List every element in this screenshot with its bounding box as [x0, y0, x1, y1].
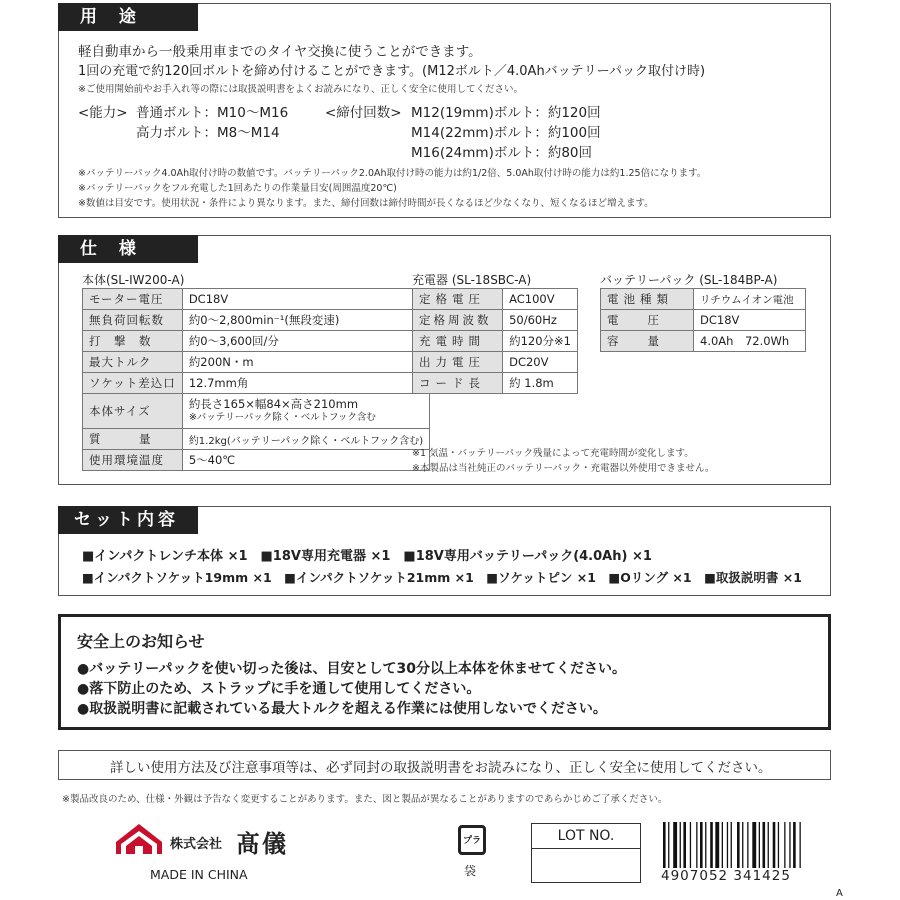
table-row: 使用環境温度 5～40℃ [83, 450, 430, 471]
barcode-bar [778, 822, 779, 868]
usage-note-0: ※ご使用開始前やお手入れ等の際には取扱説明書をよくお読みになり、正しく安全に使用してください。 [78, 84, 523, 95]
barcode-bar [759, 822, 760, 868]
recycle-mark-text: プラ [462, 836, 481, 846]
barcode-bar [715, 822, 719, 868]
recycle-mark-icon [458, 825, 486, 855]
battery-spec-table [600, 288, 806, 352]
barcode-bar [742, 822, 743, 868]
table-row: 充電時間 約120分※1 [413, 331, 578, 352]
safety-item-3: ●取扱説明書に記載されている最大トルクを超える作業には使用しないでください。 [77, 701, 607, 717]
barcode-bar [710, 822, 713, 868]
usage-tab: 用 途 [58, 3, 198, 31]
count-m12: M12(19mm)ボルト：約120回 [411, 105, 601, 121]
capacity-label: <能力> [78, 105, 128, 121]
usage-note-2: ※バッテリーパックをフル充電した1回あたりの作業量目安(周囲温度20℃) [78, 183, 397, 194]
battery-spec-title: バッテリーパック (SL-184BP-A) [600, 273, 778, 287]
disclaimer-text: ※製品改良のため、仕様・外観は予告なく変更することがあります。また、図と製品が異なることがありますのであらかじめご了承ください。 [62, 794, 668, 805]
set-contents-line-2: ■インパクトソケット19mm ×1 ■インパクトソケット21mm ×1 ■ソケットピン ×1 ■Oリング ×1 ■取扱説明書 ×1 [82, 570, 802, 585]
lot-number-box [531, 823, 641, 883]
set-contents-line-1: ■インパクトレンチ本体 ×1 ■18V専用充電器 ×1 ■18V専用バッテリーパック(4.0Ah) ×1 [82, 549, 652, 564]
company-prefix: 株式会社 [170, 837, 223, 852]
safety-item-2: ●落下防止のため、ストラップに手を通して使用してください。 [77, 681, 481, 697]
company-logo-icon [114, 822, 164, 856]
notice-text: 詳しい使用方法及び注意事項等は、必ず同封の取扱説明書をお読みになり、正しく安全に使用してください。 [110, 760, 772, 776]
table-row: 出力電圧 DC20V [413, 352, 578, 373]
charger-spec-table [412, 288, 578, 394]
usage-line-1: 軽自動車から一般乗用車までのタイヤ交換に使うことができます。 [78, 44, 482, 60]
capacity-normal-bolt: 普通ボルト：M10～M16 [136, 105, 289, 121]
table-row: 定格電圧 AC100V [413, 289, 578, 310]
usage-line-2: 1回の充電で約120回ボルトを締め付けることができます。(M12ボルト／4.0Ahバッテリーパック取付け時) [78, 64, 706, 79]
table-row: 最大トルク 約200N・m [83, 352, 430, 373]
barcode-bar [737, 822, 740, 868]
barcode-bar [680, 822, 681, 868]
barcode-bar [727, 822, 728, 868]
table-row: 電池種類 リチウムイオン電池 [601, 289, 806, 310]
barcode-bar [705, 822, 706, 868]
count-m14: M14(22mm)ボルト：約100回 [411, 125, 601, 141]
count-m16: M16(24mm)ボルト：約80回 [411, 145, 593, 161]
barcode-bar [747, 822, 748, 868]
barcode-bar [793, 822, 796, 868]
barcode-number: 4907052 341425 [661, 868, 791, 884]
barcode-bar [789, 822, 790, 868]
barcode [661, 822, 821, 870]
specs-tab: 仕 様 [58, 235, 198, 263]
usage-note-3: ※数値は目安です。使用状況・条件により異なります。また、締付回数は締付時間が長くなるほど少なくなり、短くなるほど増えます。 [78, 198, 654, 209]
barcode-bar [800, 822, 801, 868]
barcode-bar [663, 822, 666, 868]
barcode-bar [768, 822, 769, 868]
charger-note-1: ※1 気温・バッテリーパック残量によって充電時間が変化します。 [412, 448, 694, 459]
recycle-label: 袋 [464, 864, 477, 878]
company-name: 髙儀 [236, 830, 288, 858]
safety-item-1: ●バッテリーパックを使い切った後は、目安として30分以上本体を休ませてください。 [77, 661, 626, 677]
charger-note-2: ※本製品は当社純正のバッテリーパック・充電器以外使用できません。 [412, 463, 715, 474]
table-row: 無負荷回転数 約0～2,800min⁻¹(無段変速) [83, 310, 430, 331]
table-row: 質 量 約1.2kg(バッテリーパック除く・ベルトフック含む) [83, 429, 430, 450]
safety-title: 安全上のお知らせ [77, 632, 205, 651]
barcode-bar [731, 822, 732, 868]
barcode-bar [784, 822, 785, 868]
table-row: 打 撃 数 約0～3,600回/分 [83, 331, 430, 352]
table-row: ソケット差込口 12.7mm角 [83, 373, 430, 394]
usage-note-1: ※バッテリーパック4.0Ah取付け時の数値です。バッテリーパック2.0Ah取付け時の能力は約1/2倍、5.0Ah取付け時の能力は約1.25倍になります。 [78, 168, 707, 179]
count-label: <締付回数> [325, 105, 402, 121]
barcode-bar [773, 822, 776, 868]
barcode-bar [696, 822, 697, 868]
barcode-bar [763, 822, 766, 868]
made-in-label: MADE IN CHINA [150, 867, 248, 882]
barcode-bar [673, 822, 677, 868]
barcode-bar [700, 822, 703, 868]
table-row: 本体サイズ 約長さ165×幅84×高さ210mm ※バッテリーパック除く・ベルトフック含む [83, 394, 430, 429]
capacity-high-bolt: 高力ボルト：M8～M14 [136, 125, 280, 141]
table-row: コード長 約 1.8m [413, 373, 578, 394]
barcode-bar [690, 822, 691, 868]
table-row: 定格周波数 50/60Hz [413, 310, 578, 331]
corner-letter: A [836, 888, 843, 899]
barcode-bar [683, 822, 686, 868]
table-row: モーター電圧 DC18V [83, 289, 430, 310]
body-spec-table [82, 288, 430, 471]
body-spec-title: 本体(SL-IW200-A) [82, 273, 185, 287]
barcode-bar [722, 822, 723, 868]
table-row: 電 圧 DC18V [601, 310, 806, 331]
lot-number-label: LOT NO. [532, 824, 640, 849]
table-row: 容 量 4.0Ah 72.0Wh [601, 331, 806, 352]
set-contents-tab: セット内容 [58, 506, 198, 534]
barcode-bar [668, 822, 669, 868]
barcode-bar [752, 822, 756, 868]
charger-spec-title: 充電器 (SL-18SBC-A) [412, 273, 532, 287]
